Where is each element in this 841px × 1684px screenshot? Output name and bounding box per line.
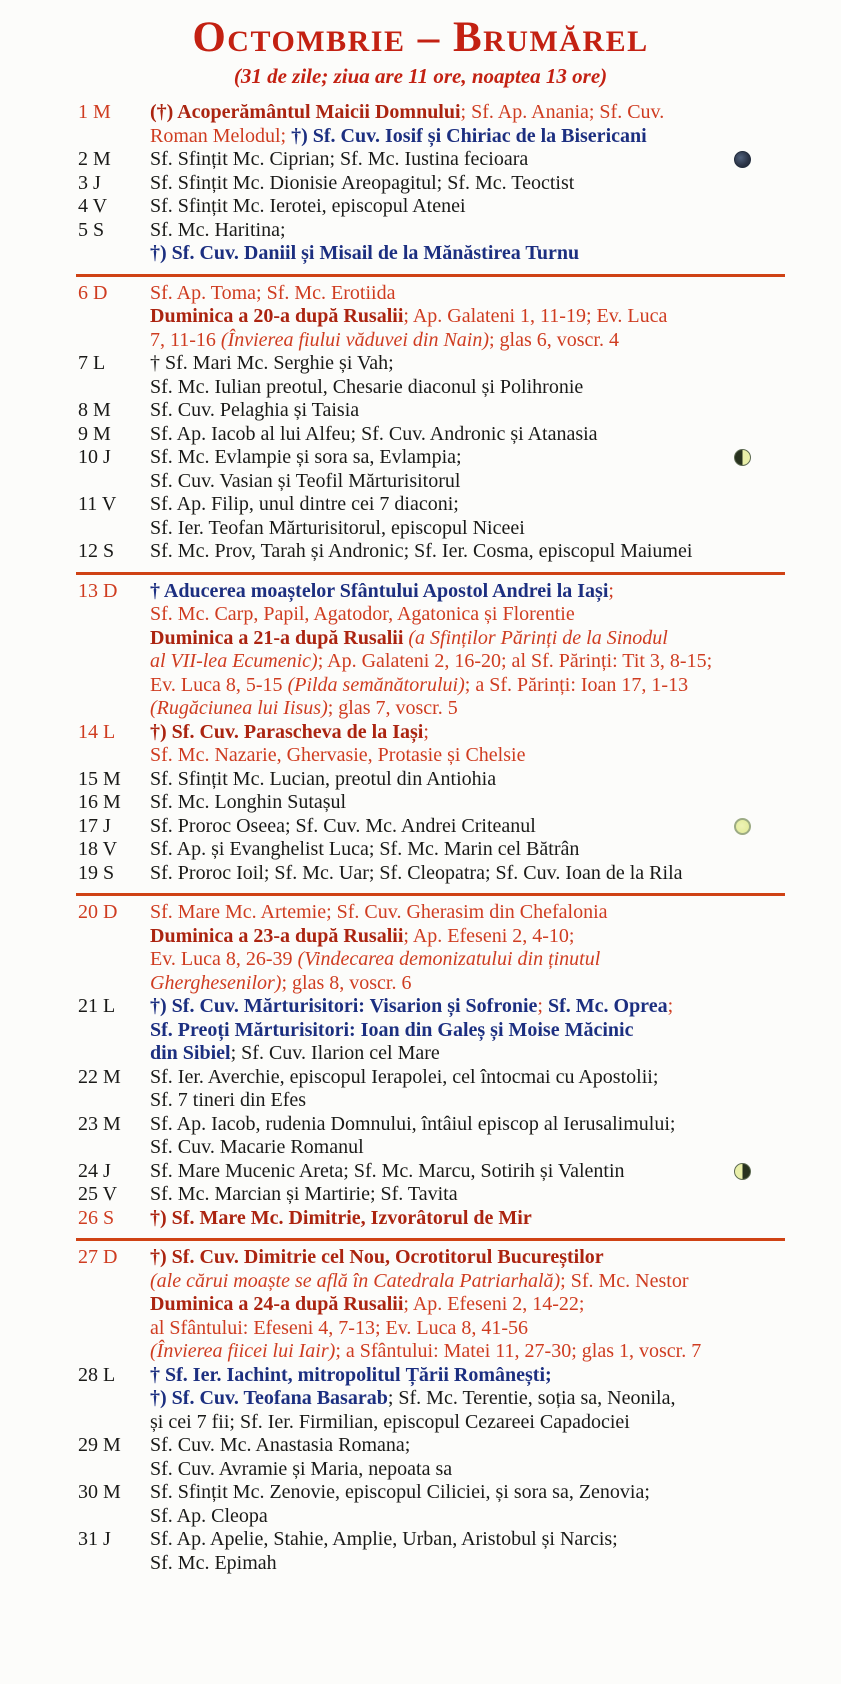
day-row-1 (0, 101, 841, 148)
page-header (0, 0, 841, 89)
text-segment: Sf. Sfințit Mc. Lucian, preotul din Antiohia (150, 767, 497, 790)
day-label: 21 L (78, 995, 116, 1017)
entry-line (150, 1293, 785, 1317)
text-segment: †) Sf. Cuv. Mărturisitori: Visarion și Sofronie (150, 995, 538, 1017)
text-segment: ; (423, 720, 429, 743)
text-segment: ; (667, 995, 674, 1017)
day-row-28 (0, 1364, 841, 1435)
day-row-3 (0, 172, 841, 196)
entry-line (150, 1019, 785, 1043)
day-label: 24 J (78, 1159, 111, 1182)
text-segment: Sf. Ap. Iacob, rudenia Domnului, întâiul episcop al Ierusalimului; (150, 1112, 676, 1135)
text-segment: (Rugăciunea lui Iisus) (150, 697, 328, 719)
entry-line (150, 195, 785, 219)
day-row-24 (0, 1160, 841, 1184)
entry-line (150, 1528, 785, 1552)
entry-line (150, 1364, 785, 1388)
entry-line (150, 101, 785, 125)
day-entries (150, 1183, 785, 1207)
day-label: 2 M (78, 148, 111, 170)
text-segment: Ev. Luca 8, 5-15 (150, 673, 288, 696)
text-segment: Sf. Ier. Teofan Mărturisitorul, episcopul Niceei (150, 516, 525, 539)
sunday-separator (76, 572, 785, 575)
text-segment: Sf. Ier. Averchie, episcopul Ierapolei, cel întocmai cu Apostolii; (150, 1065, 659, 1088)
day-entries (150, 399, 785, 423)
text-segment: ; a Sf. Părinți: Ioan 17, 1-13 (464, 673, 689, 696)
entry-line (150, 517, 785, 541)
entry-line (150, 838, 785, 862)
text-segment: Sf. Proroc Oseea; Sf. Cuv. Mc. Andrei Criteanul (150, 814, 536, 837)
text-segment: Sf. Mc. Iulian preotul, Chesarie diaconul și Polihronie (150, 375, 584, 398)
day-row-27 (0, 1246, 841, 1364)
day-label: 5 S (78, 218, 105, 241)
text-segment: †) Sf. Cuv. Teofana Basarab (150, 1387, 388, 1409)
entry-line (150, 1387, 785, 1411)
day-label: 4 V (78, 195, 108, 217)
day-row-15 (0, 768, 841, 792)
entry-line (150, 697, 785, 721)
text-segment: (†) Acoperământul Maicii Domnului (150, 101, 461, 123)
day-entries (150, 1481, 785, 1528)
text-segment: Sf. 7 tineri din Efes (150, 1089, 307, 1111)
entry-line (150, 540, 785, 564)
day-label: 27 D (78, 1246, 118, 1268)
day-label: 19 S (78, 861, 115, 884)
day-label: 30 M (78, 1481, 121, 1503)
text-segment: Sf. Ap. Cleopa (150, 1504, 268, 1527)
entry-line (150, 470, 785, 494)
text-segment: ; Sf. Mc. Terentie, soția sa, Neonila, (387, 1387, 676, 1409)
day-row-29 (0, 1434, 841, 1481)
day-label: 13 D (78, 579, 118, 602)
text-segment: ; Sf. Ap. Anania; Sf. Cuv. (460, 101, 665, 123)
text-segment: ; Ap. Galateni 2, 16-20; al Sf. Părinți: Tit 3, 8-15; (317, 650, 713, 672)
text-segment: Sf. Mare Mucenic Areta; Sf. Mc. Marcu, Sotirih și Valentin (150, 1159, 625, 1182)
day-label: 7 L (78, 352, 106, 374)
text-segment: ; (608, 579, 614, 602)
text-segment: † Sf. Mari Mc. Serghie și Vah; (150, 352, 394, 374)
day-label: 14 L (78, 720, 116, 743)
text-segment: Sf. Mc. Carp, Papil, Agatodor, Agatonica și Florentie (150, 603, 575, 625)
text-segment: (ale cărui moaște se află în Catedrala Patriarhală) (150, 1269, 561, 1292)
day-entries (150, 1207, 785, 1231)
text-segment: al Sfântului: Efeseni 4, 7-13; Ev. Luca 8, 41-56 (150, 1316, 529, 1339)
page-subtitle: (31 de zile; ziua are 11 ore, noaptea 13 ore) (233, 64, 608, 88)
day-row-16 (0, 791, 841, 815)
day-row-10 (0, 446, 841, 493)
text-segment: † Sf. Ier. Iachint, mitropolitul Țării Românești; (150, 1363, 552, 1386)
entry-line (150, 1246, 785, 1270)
entry-line (150, 1411, 785, 1435)
day-label: 8 M (78, 399, 111, 421)
text-segment: Sf. Ap. Apelie, Stahie, Amplie, Urban, Aristobul și Narcis; (150, 1528, 618, 1550)
text-segment: Duminica a 21-a după Rusalii (150, 626, 409, 649)
text-segment: Sf. Mc. Prov, Tarah și Andronic; Sf. Ier. Cosma, episcopul Maiumei (150, 540, 693, 562)
text-segment: Sf. Mare Mc. Artemie; Sf. Cuv. Gherasim din Chefalonia (150, 901, 608, 923)
entry-line (150, 1160, 785, 1184)
entry-line (150, 125, 785, 149)
day-row-4 (0, 195, 841, 219)
text-segment: †) Sf. Cuv. Iosif și Chiriac de la Bisericani (291, 124, 647, 147)
text-segment: Sf. Mc. Marcian și Martirie; Sf. Tavita (150, 1183, 458, 1205)
last-quarter-moon-icon (734, 1163, 751, 1180)
day-row-30 (0, 1481, 841, 1528)
day-label: 28 L (78, 1363, 116, 1386)
day-list (0, 101, 841, 1575)
day-entries (150, 1113, 785, 1160)
text-segment: Sf. Mc. Nazarie, Ghervasie, Protasie și Chelsie (150, 744, 526, 766)
sunday-separator (76, 1238, 785, 1241)
day-entries (150, 148, 785, 172)
text-segment: Gherghesenilor) (150, 971, 282, 994)
day-entries (150, 282, 785, 353)
text-segment: Duminica a 23-a după Rusalii (150, 924, 404, 947)
day-label: 1 M (78, 101, 111, 123)
text-segment: Sf. Ap. Iacob al lui Alfeu; Sf. Cuv. Andronic și Atanasia (150, 422, 598, 445)
entry-line (150, 995, 785, 1019)
day-label: 3 J (78, 171, 101, 194)
day-entries (150, 540, 785, 564)
day-row-17 (0, 815, 841, 839)
entry-line (150, 791, 785, 815)
day-label: 16 M (78, 791, 121, 813)
text-segment: Sf. Cuv. Macarie Romanul (150, 1136, 364, 1158)
entry-line (150, 627, 785, 651)
entry-line (150, 925, 785, 949)
text-segment: Sf. Cuv. Avramie și Maria, nepoata sa (150, 1457, 453, 1480)
day-row-7 (0, 352, 841, 399)
text-segment: (Învierea fiului văduvei din Nain) (220, 328, 489, 351)
entry-line (150, 352, 785, 376)
text-segment: † Aducerea moaștelor Sfântului Apostol Andrei la Iași (150, 579, 609, 602)
text-segment: Duminica a 24-a după Rusalii (150, 1293, 404, 1315)
day-row-9 (0, 423, 841, 447)
text-segment: Sf. Sfințit Mc. Zenovie, episcopul Ciliciei, și sora sa, Zenovia; (150, 1481, 650, 1503)
entry-line (150, 1481, 785, 1505)
text-segment: Sf. Proroc Ioil; Sf. Mc. Uar; Sf. Cleopatra; Sf. Cuv. Ioan de la Rila (150, 861, 683, 884)
entry-line (150, 768, 785, 792)
day-row-5 (0, 219, 841, 266)
entry-line (150, 1113, 785, 1137)
day-row-13 (0, 580, 841, 721)
text-segment: Sf. Cuv. Pelaghia și Taisia (150, 399, 360, 421)
day-row-25 (0, 1183, 841, 1207)
day-label: 17 J (78, 814, 111, 837)
day-row-18 (0, 838, 841, 862)
day-row-11 (0, 493, 841, 540)
text-segment: ; glas 8, voscr. 6 (281, 971, 412, 994)
day-row-23 (0, 1113, 841, 1160)
text-segment: ; (537, 995, 548, 1017)
day-entries (150, 1528, 785, 1575)
day-label: 22 M (78, 1065, 121, 1088)
text-segment: (Pilda semănătorului) (287, 673, 465, 696)
first-quarter-moon-icon (734, 449, 751, 466)
day-entries (150, 721, 785, 768)
entry-line (150, 1136, 785, 1160)
day-entries (150, 352, 785, 399)
entry-line (150, 1434, 785, 1458)
entry-line (150, 242, 785, 266)
text-segment: Sf. Cuv. Vasian și Teofil Mărturisitorul (150, 469, 461, 492)
day-row-8 (0, 399, 841, 423)
entry-line (150, 305, 785, 329)
text-segment: (Învierea fiicei lui Iair) (150, 1340, 336, 1362)
sunday-separator (76, 893, 785, 896)
entry-line (150, 219, 785, 243)
entry-line (150, 650, 785, 674)
entry-line (150, 172, 785, 196)
entry-line (150, 1317, 785, 1341)
day-entries (150, 493, 785, 540)
text-segment: Sf. Mc. Longhin Sutașul (150, 791, 347, 813)
day-entries (150, 791, 785, 815)
day-entries (150, 1066, 785, 1113)
entry-line (150, 744, 785, 768)
text-segment: ; Sf. Cuv. Ilarion cel Mare (230, 1042, 440, 1064)
day-row-31 (0, 1528, 841, 1575)
entry-line (150, 376, 785, 400)
entry-line (150, 972, 785, 996)
day-entries (150, 1246, 785, 1364)
day-label: 9 M (78, 422, 111, 445)
entry-line (150, 1458, 785, 1482)
day-label: 10 J (78, 446, 111, 468)
text-segment: †) Sf. Cuv. Parascheva de la Iași (150, 720, 424, 743)
text-segment: Sf. Ap. Filip, unul dintre cei 7 diaconi; (150, 493, 459, 515)
entry-line (150, 329, 785, 353)
text-segment: Sf. Preoți Mărturisitori: Ioan din Galeș și Moise Măcinic (150, 1018, 634, 1041)
day-row-12 (0, 540, 841, 564)
day-entries (150, 219, 785, 266)
entry-line (150, 446, 785, 470)
entry-line (150, 674, 785, 698)
text-segment: ; Ap. Efeseni 2, 4-10; (403, 924, 575, 947)
day-entries (150, 815, 785, 839)
day-row-6 (0, 282, 841, 353)
new-moon-icon (734, 151, 751, 168)
text-segment: Sf. Mc. Evlampie și sora sa, Evlampia; (150, 446, 462, 468)
day-row-19 (0, 862, 841, 886)
day-label: 11 V (78, 493, 117, 515)
text-segment: †) Sf. Cuv. Dimitrie cel Nou, Ocrotitorul Bucureștilor (150, 1246, 604, 1268)
entry-line (150, 862, 785, 886)
entry-line (150, 1270, 785, 1294)
entry-line (150, 1066, 785, 1090)
entry-line (150, 1340, 785, 1364)
text-segment: ; glas 7, voscr. 5 (327, 697, 458, 719)
entry-line (150, 282, 785, 306)
day-row-14 (0, 721, 841, 768)
text-segment: Sf. Mc. Haritina; (150, 218, 286, 241)
day-label: 29 M (78, 1434, 121, 1456)
text-segment: Roman Melodul; (150, 124, 292, 147)
entry-line (150, 721, 785, 745)
day-label: 31 J (78, 1528, 111, 1550)
text-segment: †) Sf. Cuv. Daniil și Misail de la Mănăstirea Turnu (150, 242, 580, 264)
day-entries (150, 1160, 785, 1184)
text-segment: Sf. Sfințit Mc. Dionisie Areopagitul; Sf. Mc. Teoctist (150, 171, 575, 194)
entry-line (150, 1207, 785, 1231)
text-segment: †) Sf. Mare Mc. Dimitrie, Izvorâtorul de Mir (150, 1206, 532, 1229)
day-row-26 (0, 1207, 841, 1231)
text-segment: ; a Sfântului: Matei 11, 27-30; glas 1, voscr. 7 (335, 1340, 702, 1362)
text-segment: (Vindecarea demonizatului din ținutul (297, 948, 601, 970)
day-label: 25 V (78, 1183, 118, 1205)
text-segment: al VII-lea Ecumenic) (150, 650, 318, 672)
day-row-22 (0, 1066, 841, 1113)
text-segment: Duminica a 20-a după Rusalii (150, 305, 404, 327)
text-segment: Sf. Sfințit Mc. Ierotei, episcopul Atenei (150, 195, 466, 217)
entry-line (150, 603, 785, 627)
entry-line (150, 148, 785, 172)
day-entries (150, 995, 785, 1066)
text-segment: (a Sfinților Părinți de la Sinodul (408, 626, 668, 649)
day-entries (150, 446, 785, 493)
entry-line (150, 1552, 785, 1576)
day-label: 15 M (78, 767, 121, 790)
entry-line (150, 815, 785, 839)
text-segment: ; Ap. Efeseni 2, 14-22; (403, 1293, 585, 1315)
full-moon-icon (734, 818, 751, 835)
day-entries (150, 423, 785, 447)
day-entries (150, 580, 785, 721)
text-segment: din Sibiel (150, 1042, 231, 1064)
text-segment: Ev. Luca 8, 26-39 (150, 948, 298, 970)
day-entries (150, 768, 785, 792)
text-segment: Sf. Mc. Oprea (547, 995, 668, 1017)
entry-line (150, 1042, 785, 1066)
day-row-21 (0, 995, 841, 1066)
day-label: 23 M (78, 1112, 121, 1135)
entry-line (150, 1089, 785, 1113)
text-segment: Sf. Ap. Toma; Sf. Mc. Erotiida (150, 281, 396, 304)
day-label: 6 D (78, 281, 108, 304)
text-segment: ; glas 6, voscr. 4 (489, 328, 619, 351)
sunday-separator (76, 274, 785, 277)
entry-line (150, 948, 785, 972)
day-row-20 (0, 901, 841, 995)
day-entries (150, 1434, 785, 1481)
day-entries (150, 172, 785, 196)
day-label: 20 D (78, 901, 118, 923)
day-entries (150, 101, 785, 148)
entry-line (150, 901, 785, 925)
day-label: 26 S (78, 1206, 115, 1229)
day-row-2 (0, 148, 841, 172)
entry-line (150, 493, 785, 517)
entry-line (150, 580, 785, 604)
text-segment: ; Ap. Galateni 1, 11-19; Ev. Luca (403, 305, 668, 327)
entry-line (150, 1183, 785, 1207)
text-segment: Sf. Sfințit Mc. Ciprian; Sf. Mc. Iustina fecioara (150, 148, 529, 170)
text-segment: Sf. Mc. Epimah (150, 1551, 277, 1574)
day-entries (150, 838, 785, 862)
entry-line (150, 399, 785, 423)
text-segment: Sf. Ap. și Evanghelist Luca; Sf. Mc. Marin cel Bătrân (150, 838, 580, 860)
day-entries (150, 1364, 785, 1435)
day-label: 18 V (78, 838, 118, 860)
day-entries (150, 901, 785, 995)
text-segment: și cei 7 fii; Sf. Ier. Firmilian, episcopul Cezareei Capadociei (150, 1410, 630, 1433)
entry-line (150, 423, 785, 447)
page-title: Octombrie – Brumărel (192, 14, 649, 61)
text-segment: 7, 11-16 (150, 328, 221, 351)
day-entries (150, 862, 785, 886)
day-label: 12 S (78, 540, 115, 562)
day-entries (150, 195, 785, 219)
text-segment: ; Sf. Mc. Nestor (560, 1269, 689, 1292)
entry-line (150, 1505, 785, 1529)
text-segment: Sf. Cuv. Mc. Anastasia Romana; (150, 1434, 411, 1456)
